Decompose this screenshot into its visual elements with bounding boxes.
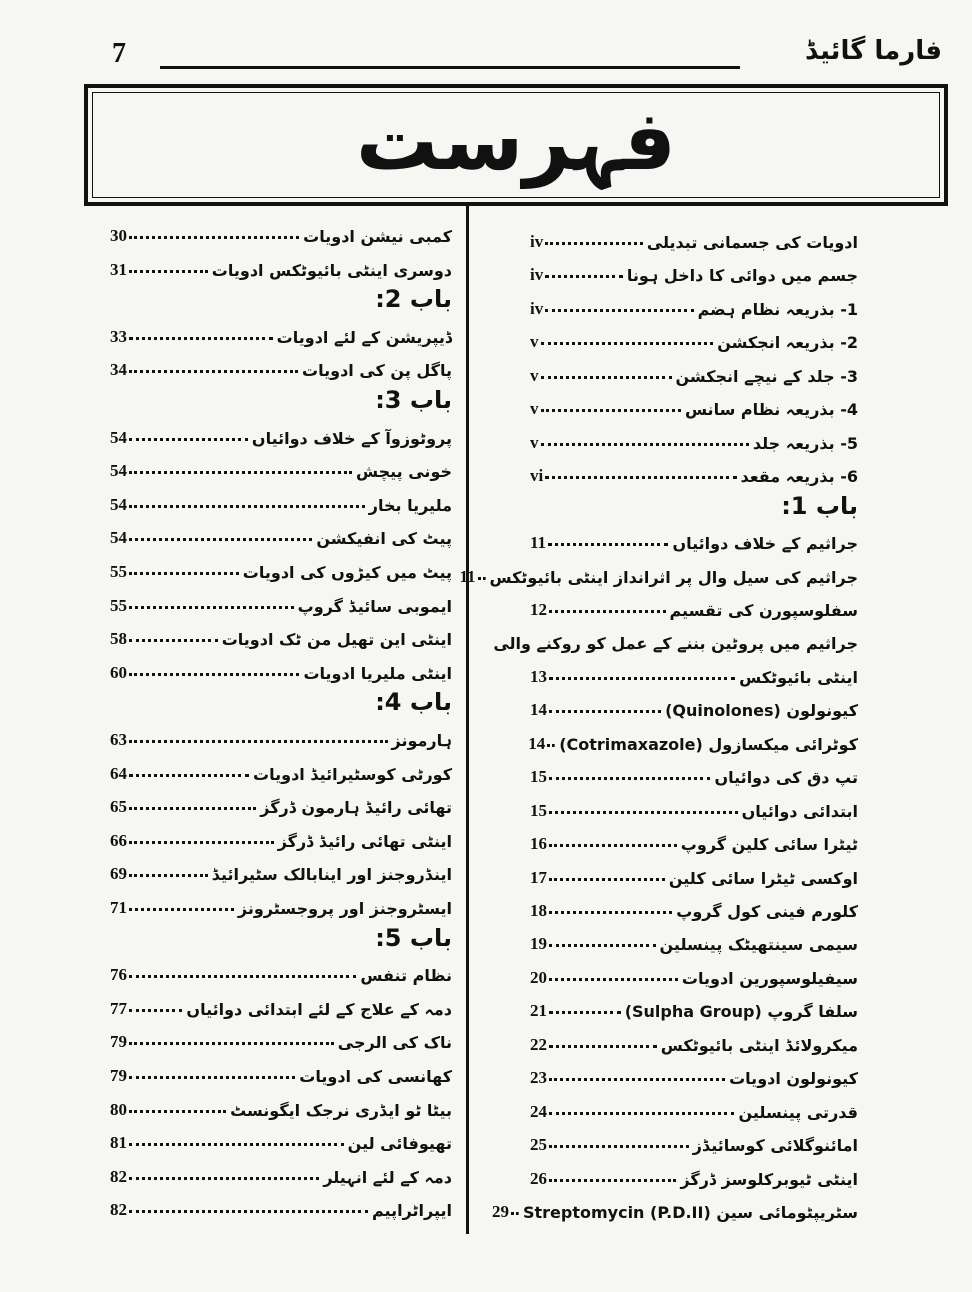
toc-entry-page-number: 82 [110,1166,127,1186]
toc-entry-page-number: 15 [530,767,547,787]
toc-entry [530,958,858,988]
toc-entry-title: تھائی رائیڈ ہارمون ڈرگز [260,798,452,818]
dot-leader [549,811,738,814]
toc-entry-title: نظام تنفس [360,966,452,986]
toc-entry-title: ایپراٹراپیم [372,1201,452,1221]
dot-leader [549,844,677,847]
toc-entry-title: ناک کی الرجی [337,1033,452,1053]
dot-leader [129,841,274,844]
toc-entry [110,653,452,683]
toc-entry-title: پاگل پن کی ادویات [302,361,452,381]
toc-entry-page-number: 82 [110,1200,127,1220]
column-divider [466,206,469,1234]
toc-entry [110,754,452,784]
toc-entry-title: ایسٹروجنز اور پروجسٹرونز [237,899,452,918]
toc-entry [110,418,452,448]
toc-entry-page-number: 26 [530,1168,547,1188]
toc-entry-title: خونی پیچش [355,462,452,482]
toc-entry [110,1090,452,1120]
dot-leader [129,337,273,340]
toc-entry [493,623,858,654]
toc-entry [530,322,858,352]
toc-entry-title: اینٹی این تھیل من ٹک ادویات [221,630,452,650]
dot-leader [129,1210,368,1213]
toc-entry-page-number: 16 [530,834,547,854]
toc-entry [530,356,858,386]
chapter-heading [110,922,452,952]
toc-entry-title: 4- بذریعہ نظام سانس [684,400,858,420]
toc-entry-page-number: 19 [530,934,547,954]
toc-entry-page-number: v [530,432,539,452]
toc-entry-page-number: 24 [530,1101,547,1121]
toc-entry [530,222,858,252]
toc-entry [530,924,858,954]
toc-entry [530,991,858,1021]
toc-entry-title: دوسری اینٹی بائیوٹکس ادویات [211,260,452,280]
toc-entry [530,1092,858,1122]
dot-leader [545,242,643,245]
toc-entry [110,619,452,649]
toc-entry-title: ملیریا بخار [368,495,452,515]
chapter-heading-label: باب 5: [375,923,452,952]
toc-entry-page-number: 80 [110,1099,127,1119]
dot-leader [541,443,749,446]
dot-leader [541,409,681,412]
dot-leader [545,476,736,479]
toc-entry-title: 5- بذریعہ جلد [752,433,858,453]
toc-entry [459,557,858,587]
dot-leader [129,673,299,676]
toc-entry [530,289,858,319]
toc-entry [530,824,858,854]
toc-entry-title: کیونولون (Quinolones) [665,701,858,721]
toc-entry [530,456,858,486]
dot-leader [129,807,256,810]
toc-entry-title: 1- بذریعہ نظام ہضم [697,299,858,319]
dot-leader [129,1042,334,1045]
dot-leader [129,270,208,273]
toc-entry-page-number: 15 [530,800,547,820]
toc-entry-page-number: 29 [491,1202,509,1222]
toc-entry-page-number: 69 [110,864,127,884]
dot-leader [545,275,623,278]
dot-leader [129,438,248,441]
toc-entry [110,854,452,884]
toc-entry [530,1058,858,1088]
toc-entry-page-number: 34 [110,360,127,380]
toc-entry-title: سلفا گروپ (Sulpha Group) [624,1002,858,1022]
dot-leader [511,1212,519,1215]
toc-entry-page-number: 79 [110,1066,127,1085]
toc-entry-page-number: 76 [110,965,127,985]
toc-entry [110,451,452,481]
dot-leader [129,538,312,541]
toc-entry [110,1056,452,1086]
toc-entry-title: کورٹی کوسٹیرائیڈ ادویات [253,764,452,784]
toc-entry-page-number: iv [530,265,544,285]
toc-entry [530,389,858,419]
toc-entry-page-number: 63 [110,730,127,749]
toc-entry-page-number: vi [530,466,544,486]
toc-entry-page-number: 54 [110,528,127,548]
dot-leader [549,944,656,947]
toc-entry-page-number: 23 [530,1068,547,1088]
toc-entry-title: پیٹ میں کیڑوں کی ادویات [242,563,452,582]
toc-entry-title: اینٹی ملیریا ادویات [303,663,452,683]
toc-entry-page-number: 18 [530,901,547,920]
toc-entry-title: سیفیلوسپورین ادویات [681,968,858,988]
toc-entry-page-number: 13 [530,666,547,686]
chapter-heading [110,283,452,313]
toc-entry-page-number: v [530,332,539,352]
toc-entry [530,891,858,921]
toc-entry-title: اینٹی تھائی رائیڈ ڈرگز [277,831,452,851]
toc-entry-title: تپ دق کی دوائیاں [714,768,858,788]
toc-entry-title: میکرولائڈ اینٹی بائیوٹکس [660,1035,858,1055]
toc-entry-page-number: 30 [110,226,127,245]
toc-entry [110,586,452,616]
toc-entry-title: ڈیپریشن کے لئے ادویات [276,327,452,347]
dot-leader [549,1112,734,1115]
toc-entry [530,1125,858,1155]
dot-leader [541,376,672,379]
toc-entry-title: سٹریپٹومائی سین Streptomycin (P.D.II) [522,1203,858,1223]
dot-leader [547,744,555,747]
toc-entry-title: کوٹرائی میکسازول (Cotrimaxazole) [559,734,858,754]
toc-entry-title: ہارمونز [391,731,452,750]
toc-entry-title: امائنوگلائی کوسائیڈز [692,1136,858,1156]
toc-entry [110,1190,452,1220]
toc-entry-page-number: 31 [110,259,127,279]
toc-entry-title: اینٹی ٹیوبرکلوسز ڈرگز [680,1169,858,1189]
toc-entry [530,724,858,754]
page-number: 7 [112,38,126,69]
dot-leader [545,309,693,312]
toc-entry [110,350,452,380]
toc-entry-page-number: 14 [528,733,546,753]
toc-entry-title: کمبی نیشن ادویات [303,227,452,246]
toc-entry-title: دمہ کے لئے انہیلر [323,1167,452,1187]
toc-entry-title: اینٹی بائیوٹکس [739,667,858,687]
toc-entry-page-number: iv [530,232,544,251]
toc-entry-title: بیٹا ٹو ایڈری نرجک ایگونسٹ [230,1100,452,1120]
toc-entry [110,821,452,851]
toc-entry [530,1159,858,1189]
toc-entry-page-number: 22 [530,1034,547,1054]
toc-entry [530,523,858,553]
dot-leader [549,777,710,780]
toc-entry [530,1025,858,1055]
toc-entry-page-number: 60 [110,662,127,682]
toc-entry-page-number: 79 [110,1032,127,1052]
dot-leader [129,606,294,609]
dot-leader [129,874,208,877]
chapter-heading [110,384,452,414]
toc-entry-title: ابتدائی دوائیاں [741,801,858,821]
toc-entry-page-number: 55 [110,595,127,615]
toc-entry-title: سیمی سینتھیٹک پینسلین [659,935,858,955]
toc-entry [530,255,858,285]
toc-entry [491,1192,858,1223]
header-rule [160,66,740,69]
toc-entry-title: قدرتی پینسلین [738,1102,858,1122]
toc-entry-page-number: 14 [530,700,547,720]
toc-entry-title: ایموبی سائیڈ گروپ [297,596,452,616]
toc-entry-title: جراثیم میں پروٹین بننے کے عمل کو روکنے والی [493,634,858,654]
dot-leader [549,677,735,680]
toc-entry-page-number: 25 [530,1135,547,1155]
dot-leader [549,710,661,713]
toc-entry-page-number: iv [530,298,544,318]
dot-leader [129,774,249,777]
toc-entry [530,423,858,453]
dot-leader [549,1145,689,1148]
toc-entry [110,1022,452,1052]
dot-leader [129,236,299,239]
dot-leader [549,1045,657,1048]
toc-entry-title: ٹیٹرا سائی کلین گروپ [680,835,858,855]
toc-entry-title: اینڈروجنز اور اینابالک سٹیرائیڈ [211,865,452,885]
toc-entry-page-number: 65 [110,797,127,817]
toc-entry [110,518,452,548]
dot-leader [549,1179,676,1182]
dot-leader [549,878,665,881]
toc-entry-page-number: 71 [110,898,127,917]
toc-entry-title: 3- جلد کے نیچے انجکشن [675,366,858,386]
dot-leader [129,1076,295,1079]
running-header-title: فارما گائیڈ [805,36,942,66]
toc-entry [110,1157,452,1187]
toc-entry [110,216,452,246]
dot-leader [129,740,388,743]
toc-entry [530,757,858,787]
toc-entry-page-number: 64 [110,763,127,783]
toc-entry-page-number: v [530,365,539,385]
dot-leader [129,370,298,373]
toc-entry [110,720,452,750]
toc-entry [110,552,452,582]
dot-leader [549,978,678,981]
toc-entry-page-number: 55 [110,562,127,581]
dot-leader [129,505,365,508]
dot-leader [129,1177,319,1180]
chapter-heading-label: باب 3: [375,386,452,414]
toc-entry-page-number: 12 [530,599,547,619]
toc-entry-title: 2- بذریعہ انجکشن [717,333,858,353]
toc-entry-page-number: 54 [110,461,127,481]
toc-entry [530,657,858,687]
dot-leader [478,577,486,580]
toc-entry [530,690,858,720]
dot-leader [549,911,672,914]
toc-entry-title: سفلوسپورن کی تقسیم [669,600,858,620]
dot-leader [129,908,234,911]
toc-entry-title: تھیوفائی لین [347,1134,452,1154]
toc-entry-page-number: 11 [530,533,547,553]
toc-entry-title: پیٹ کی انفیکشن [316,529,452,549]
toc-entry [530,791,858,821]
toc-entry-page-number: 11 [459,566,476,586]
toc-entry-page-number: 54 [110,427,127,447]
dot-leader [129,1143,344,1146]
page-title: فہرست [355,94,677,189]
toc-entry-title: دمہ کے علاج کے لئے ابتدائی دوائیاں [186,999,452,1019]
toc-entry-title: جراثیم کے خلاف دوائیاں [672,534,858,554]
toc-entry-title: جراثیم کی سیل وال پر اثرانداز اینٹی بائیوٹکس [489,567,858,587]
toc-entry-title: ادویات کی جسمانی تبدیلی [646,233,858,252]
toc-entry-page-number: 33 [110,326,127,346]
toc-entry-title: 6- بذریعہ مقعد [740,467,858,487]
dot-leader [129,1110,226,1113]
title-box [84,84,948,206]
toc-entry [530,858,858,888]
dot-leader [549,610,666,613]
dot-leader [541,342,714,345]
toc-entry-page-number: 81 [110,1133,127,1153]
toc-entry-page-number: 17 [530,867,547,887]
dot-leader [129,1009,182,1012]
toc-entry-title: جسم میں دوائی کا داخل ہونا [626,266,858,286]
toc-entry [110,1123,452,1153]
dot-leader [129,975,356,978]
chapter-heading [530,490,858,520]
toc-entry-title: کھانسی کی ادویات [299,1067,452,1086]
toc-entry-page-number: 66 [110,830,127,850]
toc-entry [110,485,452,515]
dot-leader [549,1011,621,1014]
chapter-heading-label: باب 1: [781,491,858,520]
toc-entry-page-number: 77 [110,998,127,1018]
dot-leader [129,572,239,575]
toc-entry-page-number: 54 [110,494,127,514]
toc-entry [530,590,858,620]
toc-entry-title: پروٹوزوآ کے خلاف دوائیاں [251,428,452,448]
toc-entry-page-number: v [530,399,539,419]
toc-entry [110,955,452,985]
chapter-heading-label: باب 2: [375,285,452,314]
dot-leader [548,543,668,546]
dot-leader [129,471,352,474]
dot-leader [129,639,218,642]
toc-entry-title: کیونولون ادویات [729,1069,858,1089]
chapter-heading-label: باب 4: [375,688,452,717]
toc-entry-page-number: 21 [530,1001,547,1021]
toc-entry [110,989,452,1019]
toc-entry-title: اوکسی ٹیٹرا سائی کلین [668,868,858,888]
toc-entry-page-number: 58 [110,629,127,649]
toc-entry [110,888,452,918]
toc-entry-page-number: 20 [530,967,547,987]
toc-entry [110,250,452,280]
toc-entry [110,317,452,347]
toc-entry-title: کلورم فینی کول گروپ [676,902,858,921]
dot-leader [549,1078,725,1081]
chapter-heading [110,686,452,716]
toc-entry [110,787,452,817]
